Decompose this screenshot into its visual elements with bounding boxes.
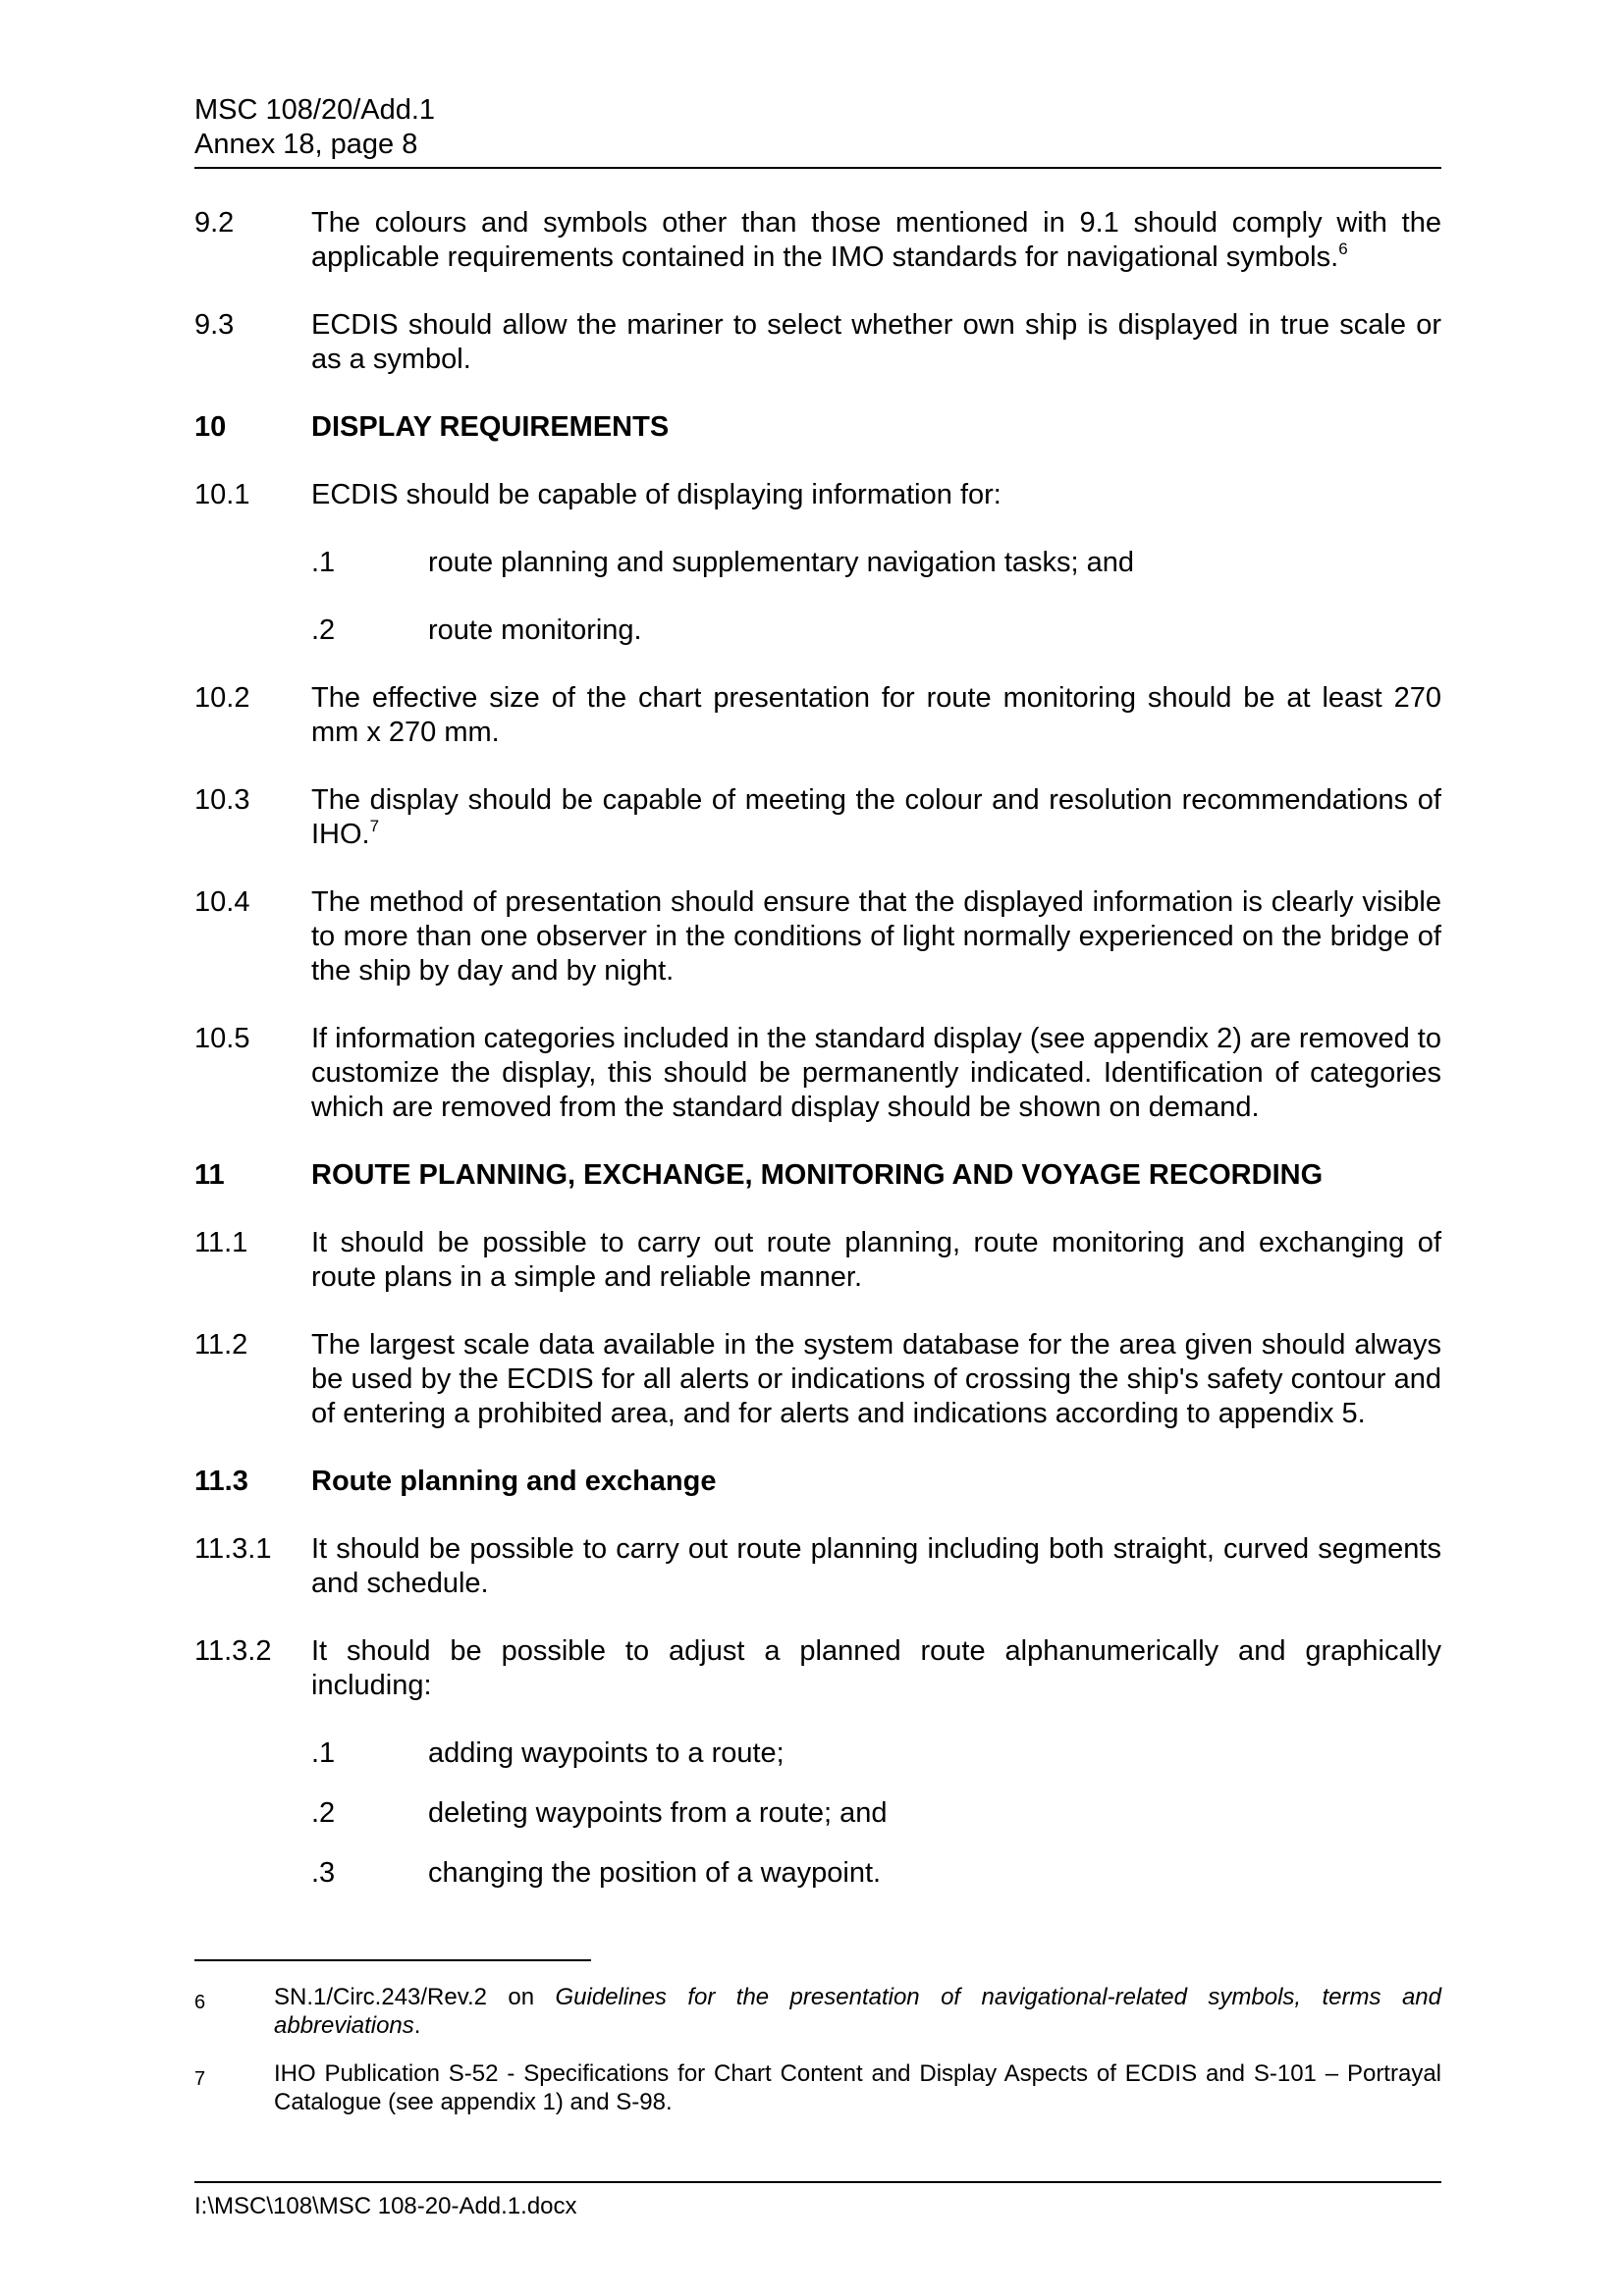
- footnote-7: [194, 2059, 1441, 2116]
- footer-rule: [194, 2181, 1441, 2183]
- paragraph-text: ECDIS should allow the mariner to select whether own ship is displayed in true scale or as a symbol.: [311, 309, 1441, 375]
- list-item: [194, 614, 1441, 648]
- paragraph-11-3-1: [194, 1532, 1441, 1601]
- paragraph-text: The method of presentation should ensure that the displayed information is clearly visible to more than one observer in the conditions of light normally experienced on the bridge of the ship by day and by night.: [311, 886, 1441, 987]
- list-item-text: route monitoring.: [428, 614, 642, 646]
- paragraph-10-5: [194, 1022, 1441, 1125]
- footnote-separator: [194, 1959, 591, 1961]
- paragraph-text: It should be possible to carry out route planning including both straight, curved segments and schedule.: [311, 1533, 1441, 1599]
- list-item-number: .1: [311, 1737, 336, 1769]
- section-number: 11: [194, 1159, 225, 1191]
- footnote-mark: 7: [194, 2068, 206, 2090]
- section-number: 11.3: [194, 1466, 248, 1497]
- paragraph-11-1: [194, 1226, 1441, 1295]
- list-item: [194, 1796, 1441, 1831]
- list-item-text: deleting waypoints from a route; and: [428, 1797, 888, 1829]
- document-body: [194, 206, 1441, 1891]
- section-heading-11-3: [194, 1465, 1441, 1499]
- footnotes: [194, 1983, 1441, 2136]
- paragraph-10-1: [194, 478, 1441, 512]
- paragraph-number: 11.3.1: [194, 1533, 272, 1565]
- list-item-text: adding waypoints to a route;: [428, 1737, 785, 1769]
- paragraph-number: 10.1: [194, 479, 250, 510]
- annex-page-label: Annex 18, page 8: [194, 129, 418, 160]
- section-title: ROUTE PLANNING, EXCHANGE, MONITORING AND VOYAGE RECORDING: [311, 1159, 1324, 1191]
- paragraph-11-3-2: [194, 1634, 1441, 1703]
- list-item-number: .2: [311, 614, 336, 646]
- header-rule: [194, 167, 1441, 169]
- paragraph-10-3: [194, 783, 1441, 852]
- list-item-number: .1: [311, 547, 336, 578]
- paragraph-number: 9.2: [194, 207, 235, 239]
- paragraph-number: 10.3: [194, 784, 250, 816]
- page-header: [194, 93, 435, 162]
- paragraph-11-2: [194, 1328, 1441, 1431]
- section-number: 10: [194, 411, 227, 443]
- paragraph-number: 11.1: [194, 1227, 248, 1258]
- list-item: [194, 1736, 1441, 1771]
- section-title: Route planning and exchange: [311, 1466, 717, 1497]
- paragraph-number: 10.5: [194, 1023, 250, 1054]
- section-heading-11: [194, 1158, 1441, 1193]
- paragraph-number: 10.4: [194, 886, 250, 918]
- paragraph-text: ECDIS should be capable of displaying information for:: [311, 479, 1001, 510]
- paragraph-text: The colours and symbols other than those mentioned in 9.1 should comply with the applicable requirements contained in the IMO standards for navigational symbols.: [311, 207, 1441, 273]
- paragraph-9-2: [194, 206, 1441, 275]
- paragraph-text: It should be possible to adjust a planned route alphanumerically and graphically including:: [311, 1635, 1441, 1701]
- section-heading-10: [194, 410, 1441, 445]
- footnote-text: SN.1/Circ.243/Rev.2 on: [274, 1984, 556, 2010]
- paragraph-text: The effective size of the chart presentation for route monitoring should be at least 270 mm x 270 mm.: [311, 682, 1441, 748]
- list-item: [194, 546, 1441, 580]
- paragraph-text: The largest scale data available in the system database for the area given should always be used by the ECDIS for all alerts or indications of crossing the ship's safety contour and of entering a prohibited area, and for alerts and indications according to appendix 5.: [311, 1329, 1441, 1429]
- paragraph-number: 10.2: [194, 682, 250, 714]
- paragraph-10-4: [194, 885, 1441, 988]
- footnote-ref-6: 6: [1338, 240, 1348, 258]
- list-item-text: changing the position of a waypoint.: [428, 1857, 882, 1889]
- paragraph-text: It should be possible to carry out route planning, route monitoring and exchanging of route plans in a simple and reliable manner.: [311, 1227, 1441, 1293]
- footnote-text: IHO Publication S-52 - Specifications for Chart Content and Display Aspects of ECDIS and S-101 – Portrayal Catalogue (see appendix 1) and S-98.: [274, 2060, 1441, 2115]
- paragraph-number: 11.3.2: [194, 1635, 272, 1667]
- paragraph-text: The display should be capable of meeting the colour and resolution recommendations of IHO.: [311, 784, 1441, 850]
- footnote-title: Guidelines for the presentation of navigational-related symbols, terms and abbreviations: [274, 1984, 1441, 2039]
- file-path: I:\MSC\108\MSC 108-20-Add.1.docx: [194, 2193, 577, 2219]
- list-item-number: .2: [311, 1797, 336, 1829]
- footnote-mark: 6: [194, 1992, 206, 2013]
- footnote-6: 6 SN.1/Circ.243/Rev.2 on Guidelines for the presentation of navigational-related symbols, terms and abbreviations.: [194, 1984, 1441, 2039]
- document-symbol: MSC 108/20/Add.1: [194, 94, 436, 126]
- paragraph-text: If information categories included in the standard display (see appendix 2) are removed to customize the display, this should be permanently indicated. Identification of categories which are removed from the standard display should be shown on demand.: [311, 1023, 1441, 1123]
- list-item-number: .3: [311, 1857, 336, 1889]
- paragraph-9-3: [194, 308, 1441, 377]
- paragraph-number: 11.2: [194, 1329, 248, 1361]
- paragraph-number: 9.3: [194, 309, 235, 341]
- footnote-ref-7: 7: [369, 817, 380, 835]
- list-item: [194, 1856, 1441, 1891]
- list-item-text: route planning and supplementary navigation tasks; and: [428, 547, 1135, 578]
- section-title: DISPLAY REQUIREMENTS: [311, 411, 670, 443]
- paragraph-10-2: [194, 681, 1441, 750]
